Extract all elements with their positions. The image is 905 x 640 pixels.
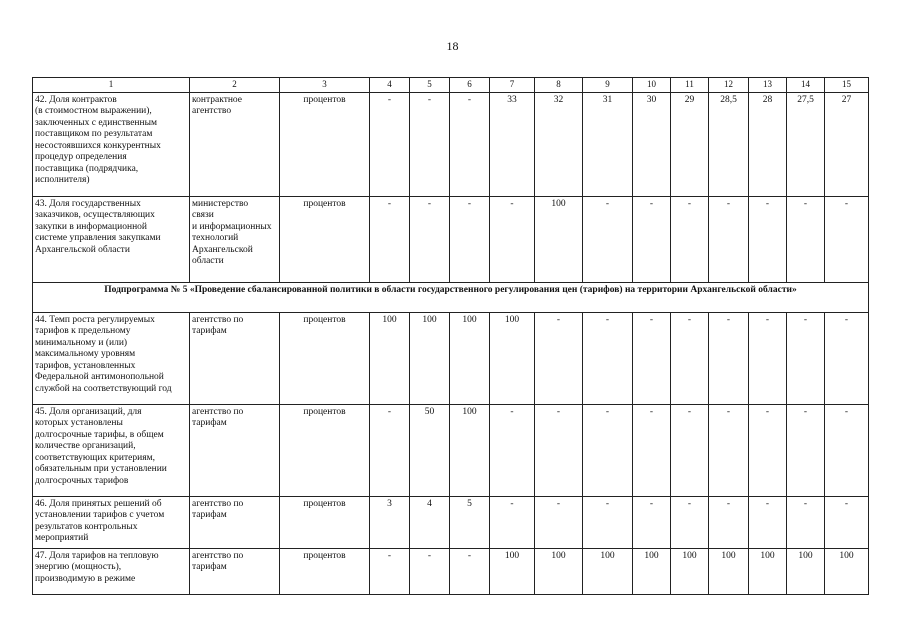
value-cell: 100	[370, 312, 410, 404]
column-number-cell: 14	[787, 78, 825, 93]
value-cell: -	[671, 496, 709, 548]
value-cell: -	[671, 312, 709, 404]
value-cell: -	[787, 496, 825, 548]
value-cell: -	[787, 312, 825, 404]
unit-cell: процентов	[280, 92, 370, 196]
value-cell: -	[583, 404, 633, 496]
value-cell: -	[490, 196, 535, 282]
unit-cell: процентов	[280, 196, 370, 282]
unit-cell: процентов	[280, 312, 370, 404]
value-cell: 100	[825, 548, 869, 594]
value-cell: -	[370, 548, 410, 594]
column-number-cell: 10	[633, 78, 671, 93]
responsible-executor-cell: агентство по тарифам	[190, 404, 280, 496]
table-row	[33, 496, 869, 548]
value-cell: -	[709, 312, 749, 404]
value-cell: -	[450, 92, 490, 196]
column-number-cell: 1	[33, 78, 190, 93]
indicator-name-cell: 42. Доля контрактов (в стоимостном выражении), заключенных с единственным поставщиком по результатам несостоявшихся конкурентных процедур определения поставщика (подрядчика, исполнителя)	[33, 92, 190, 196]
indicator-name-cell: 47. Доля тарифов на тепловую энергию (мощность), производимую в режиме	[33, 548, 190, 594]
value-cell: -	[410, 92, 450, 196]
value-cell: 100	[490, 312, 535, 404]
value-cell: -	[535, 312, 583, 404]
value-cell: 100	[583, 548, 633, 594]
column-number-cell: 13	[749, 78, 787, 93]
table-row	[33, 312, 869, 404]
indicator-name-cell: 45. Доля организаций, для которых установлены долгосрочные тарифы, в общем количестве организаций, соответствующих критериям, обязательным при установлении долгосрочных тарифов	[33, 404, 190, 496]
responsible-executor-cell: агентство по тарифам	[190, 548, 280, 594]
indicator-name-cell: 43. Доля государственных заказчиков, осуществляющих закупки в информационной системе управления закупками Архангельской области	[33, 196, 190, 282]
value-cell: -	[490, 496, 535, 548]
value-cell: -	[709, 196, 749, 282]
value-cell: 32	[535, 92, 583, 196]
value-cell: 100	[490, 548, 535, 594]
value-cell: -	[370, 92, 410, 196]
value-cell: -	[709, 404, 749, 496]
value-cell: 28	[749, 92, 787, 196]
column-number-cell: 8	[535, 78, 583, 93]
column-number-cell: 15	[825, 78, 869, 93]
value-cell: -	[787, 404, 825, 496]
value-cell: -	[535, 404, 583, 496]
table-row	[33, 404, 869, 496]
value-cell: -	[749, 404, 787, 496]
column-number-cell: 12	[709, 78, 749, 93]
column-number-cell: 2	[190, 78, 280, 93]
value-cell: 100	[450, 312, 490, 404]
value-cell: -	[633, 404, 671, 496]
value-cell: -	[633, 312, 671, 404]
value-cell: -	[633, 496, 671, 548]
value-cell: 50	[410, 404, 450, 496]
indicator-name-cell: 44. Темп роста регулируемых тарифов к предельному минимальному и (или) максимальному уровням тарифов, установленных Федеральной антимонопольной службой на соответствующий год	[33, 312, 190, 404]
column-number-cell: 5	[410, 78, 450, 93]
column-number-cell: 6	[450, 78, 490, 93]
indicator-name-cell: 46. Доля принятых решений об установлении тарифов с учетом результатов контрольных мероприятий	[33, 496, 190, 548]
column-number-cell: 9	[583, 78, 633, 93]
column-number-cell: 4	[370, 78, 410, 93]
value-cell: -	[370, 404, 410, 496]
value-cell: -	[583, 312, 633, 404]
value-cell: -	[583, 496, 633, 548]
unit-cell: процентов	[280, 548, 370, 594]
value-cell: 29	[671, 92, 709, 196]
value-cell: -	[450, 196, 490, 282]
value-cell: -	[490, 404, 535, 496]
responsible-executor-cell: агентство по тарифам	[190, 312, 280, 404]
subprogram-row	[33, 282, 869, 312]
value-cell: 33	[490, 92, 535, 196]
column-number-cell: 11	[671, 78, 709, 93]
value-cell: -	[749, 312, 787, 404]
column-number-cell: 3	[280, 78, 370, 93]
value-cell: -	[410, 196, 450, 282]
subprogram-title: Подпрограмма № 5 «Проведение сбалансированной политики в области государственного регулирования цен (тарифов) на территории Архангельской области»	[33, 282, 869, 312]
value-cell: -	[450, 548, 490, 594]
value-cell: -	[410, 548, 450, 594]
value-cell: 5	[450, 496, 490, 548]
value-cell: -	[825, 312, 869, 404]
column-number-row	[33, 78, 869, 93]
value-cell: 100	[535, 196, 583, 282]
value-cell: -	[709, 496, 749, 548]
value-cell: 100	[709, 548, 749, 594]
value-cell: -	[825, 196, 869, 282]
value-cell: -	[671, 404, 709, 496]
value-cell: -	[825, 404, 869, 496]
value-cell: 31	[583, 92, 633, 196]
value-cell: -	[633, 196, 671, 282]
value-cell: 100	[749, 548, 787, 594]
table-row	[33, 548, 869, 594]
value-cell: -	[370, 196, 410, 282]
value-cell: 100	[671, 548, 709, 594]
table-row	[33, 92, 869, 196]
value-cell: 27,5	[787, 92, 825, 196]
value-cell: 100	[410, 312, 450, 404]
column-number-cell: 7	[490, 78, 535, 93]
value-cell: -	[535, 496, 583, 548]
value-cell: -	[749, 196, 787, 282]
unit-cell: процентов	[280, 496, 370, 548]
value-cell: 100	[450, 404, 490, 496]
value-cell: 28,5	[709, 92, 749, 196]
value-cell: -	[583, 196, 633, 282]
value-cell: 30	[633, 92, 671, 196]
value-cell: 4	[410, 496, 450, 548]
value-cell: 100	[633, 548, 671, 594]
value-cell: -	[671, 196, 709, 282]
responsible-executor-cell: министерство связи и информационных технологий Архангельской области	[190, 196, 280, 282]
unit-cell: процентов	[280, 404, 370, 496]
indicators-table	[32, 77, 869, 595]
responsible-executor-cell: контрактное агентство	[190, 92, 280, 196]
value-cell: 100	[787, 548, 825, 594]
value-cell: 27	[825, 92, 869, 196]
table-row	[33, 196, 869, 282]
value-cell: -	[825, 496, 869, 548]
value-cell: -	[787, 196, 825, 282]
value-cell: -	[749, 496, 787, 548]
responsible-executor-cell: агентство по тарифам	[190, 496, 280, 548]
value-cell: 3	[370, 496, 410, 548]
value-cell: 100	[535, 548, 583, 594]
page-number: 18	[446, 39, 459, 53]
